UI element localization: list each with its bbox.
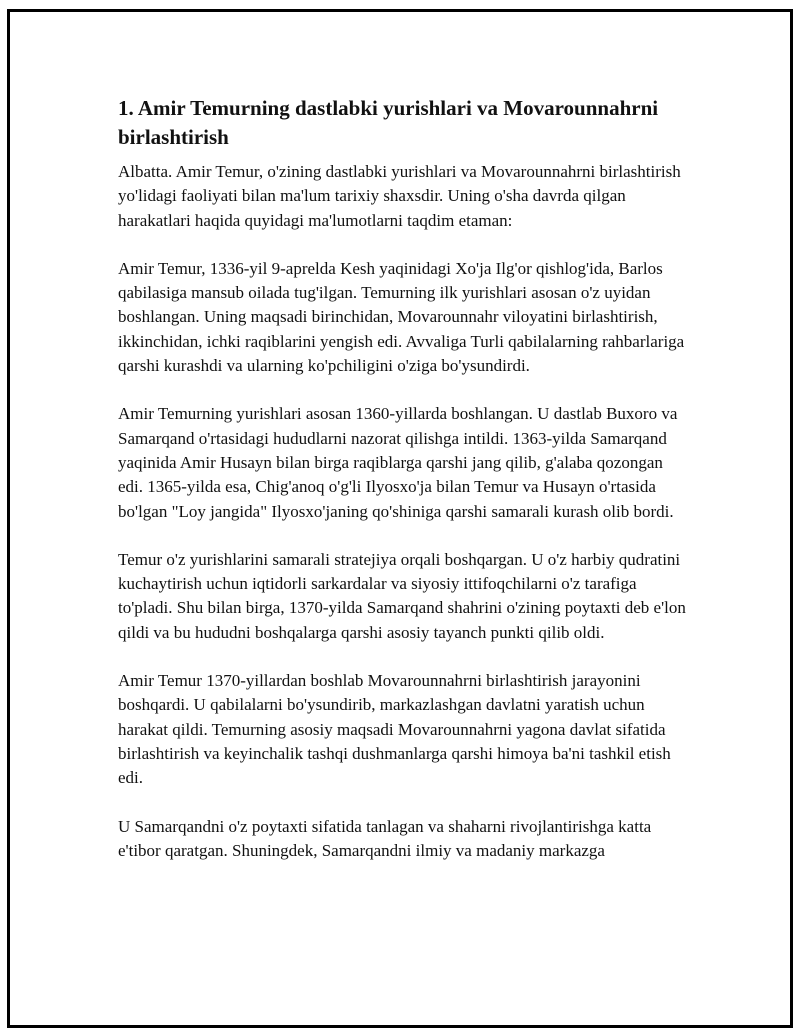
- document-body: [118, 94, 690, 887]
- paragraph-birth: Amir Temur, 1336-yil 9-aprelda Kesh yaqinidagi Xo'ja Ilg'or qishlog'ida, Barlos qabilasiga mansub oilada tug'ilgan. Temurning ilk yurishlari asosan o'z uyidan boshlangan. Uning maqsadi birinchidan, Movarounnahr viloyatini birlashtirish, ikkinchidan, ichki raqiblarini yengish edi. Avvaliga Turli qabilalarning rahbarlariga qarshi kurashdi va ularning ko'pchiligini o'ziga bo'ysundirdi.: [118, 258, 685, 376]
- paragraph-unification: Amir Temur 1370-yillardan boshlab Movarounnahrni birlashtirish jarayonini boshqardi. U qabilalarni bo'ysundirib, markazlashgan davlatni yaratish uchun harakat qildi. Temurning asosiy maqsadi Movarounnahrni yagona davlat sifatida birlashtirish va keyinchalik tashqi dushmanlarga qarshi himoya ba'ni tashkil etish edi.: [118, 671, 671, 788]
- paragraph-samarqand: U Samarqandni o'z poytaxti sifatida tanlagan va shaharni rivojlantirishga katta e'tibor qaratgan. Shuningdek, Samarqandni ilmiy va madaniy markazga: [118, 816, 652, 860]
- paragraph-strategy: Temur o'z yurishlarini samarali stratejiya orqali boshqargan. U o'z harbiy qudratini kuchaytirish uchun iqtidorli sarkardalar va siyosiy ittifoqchilarni o'z tarafiga to'pladi. Shu bilan birga, 1370-yilda Samarqand shahrini o'zining poytaxti deb e'lon qildi va bu hududni boshqalarga qarshi asosiy tayanch punkti qilib oldi.: [118, 549, 686, 642]
- paragraph-intro: Albatta. Amir Temur, o'zining dastlabki yurishlari va Movarounnahrni birlashtirish yo'lidagi faoliyati bilan ma'lum tarixiy shaxsdir. Uning o'sha davrda qilgan harakatlari haqida quyidagi ma'lumotlarni taqdim etaman:: [118, 162, 681, 230]
- section-title: 1. Amir Temurning dastlabki yurishlari va Movarounnahrni birlashtirish: [118, 96, 659, 149]
- paragraph-early-campaigns: Amir Temurning yurishlari asosan 1360-yillarda boshlangan. U dastlab Buxoro va Samarqand o'rtasidagi hududlarni nazorat qilishga intildi. 1363-yilda Samarqand yaqinida Amir Husayn bilan birga raqiblarga qarshi jang qilib, g'alaba qozongan edi. 1365-yilda esa, Chig'anoq o'g'li Ilyosxo'ja bilan Temur va Husayn o'rtasida bo'lgan "Loy jangida" Ilyosxo'janing qo'shiniga qarshi samarali kurash olib bordi.: [118, 404, 678, 521]
